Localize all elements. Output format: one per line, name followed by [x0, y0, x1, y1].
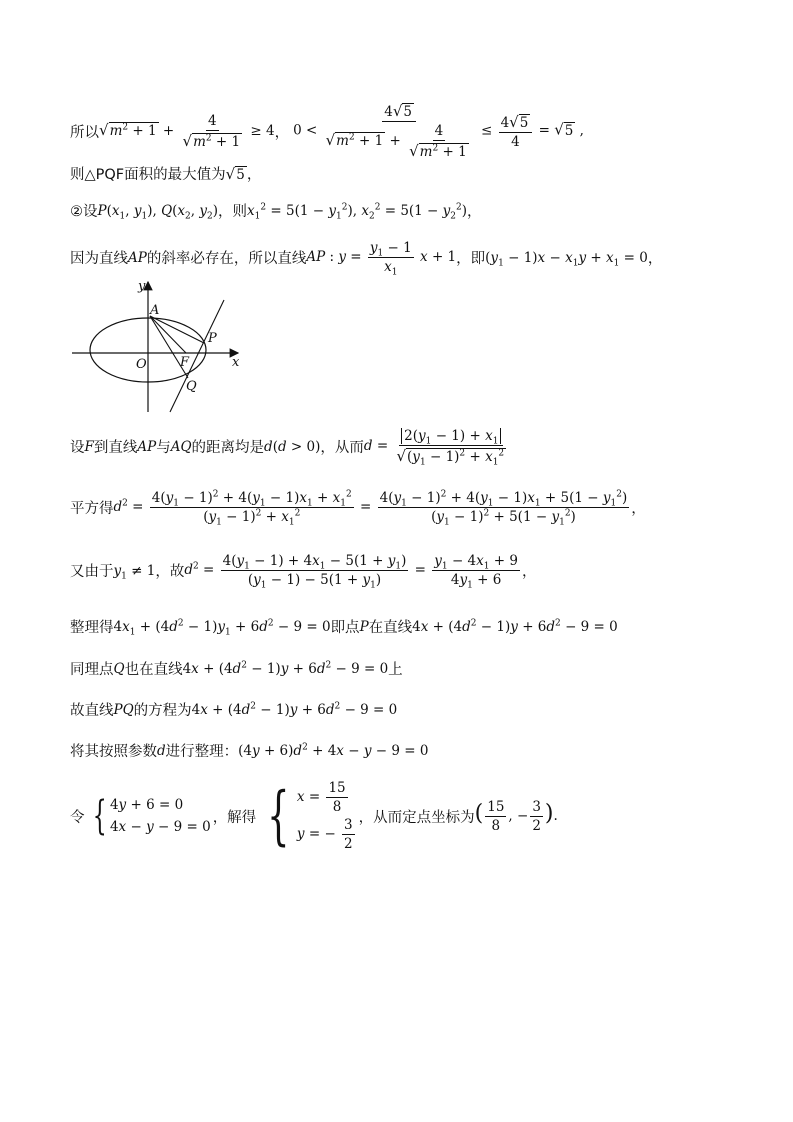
- line-12-text-b: ，解得: [212, 809, 257, 826]
- line-4: [70, 240, 663, 278]
- line-8-formula: $4x_1 + (4d^2 - 1)y_1 + 6d^2 - 9 = 0$: [113, 618, 331, 638]
- line-10-text-a: 故直线: [70, 703, 114, 719]
- line-7-formula: $d^2$ = $\frac{4(y_1 - 1) + 4x_1 - 5(1 + y_1)}{(y_1 - 1) - 5(1 + y_1)}$ = $\frac{y_1 - 4x_1 + 9}{4y_1 + 6}$: [184, 553, 518, 591]
- line-5-text-a: 设: [70, 440, 85, 456]
- line-8: [70, 616, 618, 637]
- line-8-text-b: 即点: [330, 620, 360, 636]
- line-11-d: d: [157, 742, 166, 759]
- line-4-formula: AP : y = $\frac{y_1 - 1}{x_1}$ x + 1: [306, 240, 457, 278]
- ellipse-figure: [66, 278, 256, 418]
- line-11-text-b: 进行整理：: [165, 744, 239, 760]
- line-4-text-a: 因为直线: [70, 251, 128, 267]
- line-10-pq: PQ: [113, 701, 134, 718]
- line-2-end: ，: [246, 167, 262, 183]
- line-6-end: ，: [631, 501, 646, 517]
- line-6: [70, 489, 646, 528]
- line-12-point: ( $\frac{15}{8}$ , − $\frac{3}{2}$ ).: [474, 798, 558, 834]
- line-8-text-c: 在直线: [368, 620, 413, 636]
- line-4-text-c: ，即: [456, 251, 486, 267]
- line-10-text-b: 的方程为: [133, 703, 192, 719]
- line-3-lead: ②设: [70, 204, 98, 220]
- line-5-text-e: ，从而: [320, 440, 364, 456]
- line-1-text-a: 所以: [70, 124, 99, 141]
- line-11: [70, 740, 428, 761]
- line-6-text: 平方得: [70, 501, 114, 517]
- label-a: A: [150, 303, 160, 318]
- line-3: [70, 200, 482, 221]
- line-3-mid: ，则: [218, 204, 248, 220]
- line-9-q: Q: [113, 660, 125, 677]
- line-9-text-c: 上: [388, 662, 403, 678]
- line-10: [70, 699, 397, 720]
- line-7: [70, 553, 537, 591]
- line-8-text-a: 整理得: [70, 620, 114, 636]
- line-1-formula: $√m^2 + 1$ + $\frac{4}{√m^2 + 1}$ ≥ 4: [99, 112, 275, 150]
- line-2-formula: √5: [225, 164, 245, 183]
- line-7-text-b: ，故: [155, 564, 185, 580]
- line-11-formula: $(4y + 6)d^2 + 4x - y - 9 = 0$: [238, 742, 429, 759]
- label-f: F: [180, 355, 190, 370]
- line-3-formula: $x_1^2 = 5(1 - y_1^2)$, $x_2^2 = 5(1 - y_2^2)$: [247, 202, 468, 222]
- line-6-formula: $d^2$ = $\frac{4(y_1 - 1)^2 + 4(y_1 - 1)x_1 + x_1^2}{(y_1 - 1)^2 + x_1^2}$ = $\frac{4(y_1 - 1)^2 + 4(y_1 - 1)x_1 + 5(1 - y_1^2)}{(y_1 - 1)^2 + 5(1 - y_1^2)}$: [113, 489, 628, 528]
- line-11-text-a: 将其按照参数: [70, 744, 157, 760]
- line-2: [70, 163, 261, 184]
- line-12-text-a: 令: [70, 809, 85, 826]
- line-10-formula: $4x + (4d^2 - 1)y + 6d^2 - 9 = 0$: [191, 701, 398, 718]
- line-8-formula-2: $4x + (4d^2 - 1)y + 6d^2 - 9 = 0$: [412, 618, 618, 635]
- label-p: P: [208, 331, 217, 346]
- line-5-f: F: [84, 438, 94, 455]
- line-2-text: 则△PQF面积的最大值为: [70, 167, 226, 183]
- segment-af: [150, 316, 186, 353]
- line-3-end: ，: [467, 204, 482, 220]
- label-x: x: [232, 355, 240, 370]
- line-5: [70, 428, 510, 468]
- line-9-formula: $4x + (4d^2 - 1)y + 6d^2 - 9 = 0$: [182, 660, 389, 677]
- line-1-text-b: ，: [274, 124, 290, 141]
- line-7-text-a: 又由于: [70, 564, 114, 580]
- line-4-text-b: 的斜率必存在，所以直线: [146, 251, 307, 267]
- line-9: [70, 658, 403, 679]
- line-5-formula: d = $\frac{2(y_1 - 1) + x_1}{√(y_1 - 1)^2 + x_1^2}$: [363, 428, 505, 468]
- line-4-ap: AP: [128, 249, 147, 266]
- line-1: [70, 102, 584, 160]
- line-7-cond: $y_1 \ne 1$: [113, 562, 156, 582]
- line-12-text-c: ，从而定点坐标为: [358, 809, 475, 826]
- line-5-aq: AQ: [170, 438, 192, 455]
- label-y: y: [138, 279, 146, 294]
- line-12: [70, 780, 558, 852]
- line-5-text-c: 与: [156, 440, 171, 456]
- line-8-p: P: [359, 618, 369, 635]
- line-pq: [170, 300, 224, 412]
- label-q: Q: [186, 379, 197, 394]
- line-12-system: { 4y + 6 = 0 4x − y − 9 = 0: [92, 793, 211, 839]
- line-4-formula-2: $(y_1 - 1)x - x_1y + x_1 = 0$: [485, 249, 648, 269]
- line-5-ap: AP: [137, 438, 157, 455]
- line-5-text-b: 到直线: [93, 440, 138, 456]
- line-1-formula-2: 0 < 4√5 $√m^2 + 1$ + $\frac{4}{√m^2 + 1}$ ≤ $\frac{4√5}{4}$ = √5 ,: [293, 102, 584, 160]
- line-5-text-d: 的距离均是: [191, 440, 265, 456]
- line-9-text-a: 同理点: [70, 662, 114, 678]
- line-9-text-b: 也在直线: [124, 662, 183, 678]
- line-4-end: ，: [647, 251, 663, 267]
- line-5-d: d(d > 0): [264, 438, 321, 455]
- label-o: O: [136, 357, 147, 372]
- line-12-solution: { x = $\frac{15}{8}$ y = − $\frac{3}{2}$: [267, 779, 353, 853]
- line-7-end: ，: [521, 564, 537, 580]
- line-3-points: $P(x_1$, $y_1$), $Q(x_2$, $y_2$): [97, 202, 219, 222]
